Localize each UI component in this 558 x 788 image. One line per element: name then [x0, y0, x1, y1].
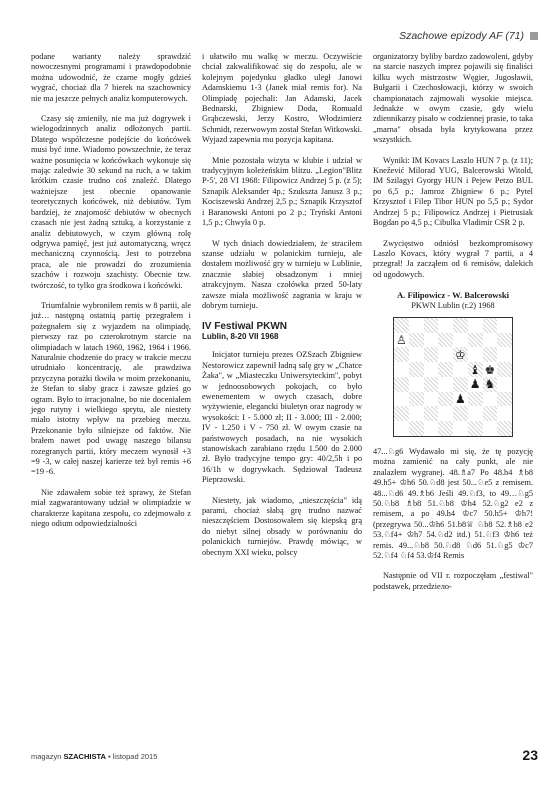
- paragraph: organizatorzy byliby bardzo zadowoleni, gdyby na starcie naszych imprez pojawili się finaliści kilku wych mistrzostw Węgier, Jugosławii, Bułgarii i Czechosłowacji, którzy w swoich championatach zajmowali wysokie miejsca. Jednakże w owym czasie, gdy wielu zdiennikarzy pisało w codziennej prasie, to taka „marna" obsada była krytykowana przez wszystkich.: [373, 52, 533, 145]
- board-square-d5: [438, 362, 453, 377]
- column-3: [373, 52, 533, 602]
- board-square-e5: [453, 362, 468, 377]
- board-square-h3: [497, 392, 512, 407]
- footer-issue: listopad 2015: [112, 752, 158, 761]
- board-square-g4: [483, 377, 498, 392]
- footer: [31, 749, 538, 765]
- paragraph: Wyniki: IM Kovacs Laszlo HUN 7 p. (z 11); Knežević Milorad YUG, Balcerowski Witold, IM Szilagyi Gyorgy HUN i Pejew Petzo BUL po 6,5 p.; Jamroz Zbigniew 6 p.; Pytel Krzysztof i Filep Tibor HUN po 5,5 p.; Sydor Andrzej 5 p.; Filipowicz Andrzej i Pietrusiak Bogdan po 4,5 p.; Cibulka Vladimir CSR 2 p.: [373, 155, 533, 228]
- board-square-f7: [468, 333, 483, 348]
- board-square-d4: [438, 377, 453, 392]
- game-title: A. Filipowicz - W. Balcerowski: [396, 290, 510, 301]
- section-subtitle: Lublin, 8-20 VII 1968: [202, 332, 279, 342]
- paragraph: podane warianty należy sprawdzić nowoczesnymi programami i prawdopodobnie można udowodnić, że czarne mogły gdzieś wygrać, chociaż dla 7 bierek na szachownicy nie ma jeszcze pełnych analiz komputerowych.: [31, 52, 191, 103]
- chess-piece-g4: ♞: [484, 377, 496, 392]
- board-square-a2: [394, 406, 409, 421]
- board-square-a8: [394, 318, 409, 333]
- board-square-a5: [394, 362, 409, 377]
- section-title: IV Festiwal PKWN: [202, 321, 288, 333]
- board-square-f6: [468, 347, 483, 362]
- board-square-a7: [394, 333, 409, 348]
- board-square-e7: [453, 333, 468, 348]
- board-square-a4: [394, 377, 409, 392]
- board-square-h6: [497, 347, 512, 362]
- board-square-b2: [409, 406, 424, 421]
- board-square-h4: [497, 377, 512, 392]
- board-square-g7: [483, 333, 498, 348]
- paragraph: Nie zdawałem sobie też sprawy, że Stefan miał zagwarantowany udział w olimpiadzie w charakterze kapitana zespołu, co zdejmowało z niego odium odpowiedzialności: [31, 487, 191, 529]
- board-square-b3: [409, 392, 424, 407]
- board-square-b8: [409, 318, 424, 333]
- footer-magazine-name: SZACHISTA: [63, 752, 106, 761]
- board-square-e3: [453, 392, 468, 407]
- board-square-c4: [424, 377, 439, 392]
- chess-piece-a7: ♙: [395, 333, 407, 348]
- board-square-c1: [424, 421, 439, 436]
- board-square-c6: [424, 347, 439, 362]
- paragraph: 47...♘g6 Wydawało mi się, że tę pozycję można zamienić na cały punkt, ale nie znalazłem wygranej. 48.♗a7 Po 48.h4 ♗b8 49.h5+ ♔h6 50.♘d8 jest 50...♘e5 z remisem. 48...♘d6 49.♗b6 Jeśli 49.♘f3, to 49…♘g5 50.♘b8 ♗b8 51.♘b8 ♔h4 52.♘g2 e2 z remisem, a po 49.h4 ♔c7 50.h5+ ♔h7! (przegrywa 50...♔h6 51.b8♕ ♘b8 52.♗b8 e2 53.♘f4+ ♔h7 54.♘d2 itd.) 51.♘f3 ♔h6 też remis. 49...♘b8 50.♘d8 ♘d6 51.♘g5 ♔c7 52.♘f4 ♘f4 53.♔f4 Remis: [373, 446, 533, 560]
- board-square-g1: [483, 421, 498, 436]
- board-square-f2: [468, 406, 483, 421]
- board-square-d2: [438, 406, 453, 421]
- board-square-c5: [424, 362, 439, 377]
- board-square-d6: [438, 347, 453, 362]
- board-square-h5: [497, 362, 512, 377]
- board-square-d3: [438, 392, 453, 407]
- paragraph: Inicjator turnieju prezes OZSzach Zbigniew Nestorowicz zapewnił ładną salę gry w „Chatce Żaka", w „Miasteczku Uniwersyteckim", pobyt w jednoosobowych pokojach, co było ewenementem w owych czasach, dobre wyżywienie, elegancki biuletyn oraz nagrody w wysokości: I - 5.000 zł; II - 3.000; III - 2.000; IV - 1.250 i V - 750 zł. W owym czasie na państwowych posadach, na nie wysokich stanowiskach zarabiano rzędu 1.500 do 2.000 zł. Było tradycyjne tempo gry: 40/2,5h i po 16/1h w dogrywkach. Sędziował Tadeusz Pieprzowski.: [202, 350, 362, 485]
- board-square-f1: [468, 421, 483, 436]
- board-square-b7: [409, 333, 424, 348]
- page-number: 23: [522, 747, 538, 763]
- board-square-g5: [483, 362, 498, 377]
- board-square-b4: [409, 377, 424, 392]
- header-title: Szachowe epizody AF (71): [399, 30, 524, 42]
- board-square-h1: [497, 421, 512, 436]
- chess-piece-f4: ♟: [469, 377, 481, 392]
- board-square-a6: [394, 347, 409, 362]
- paragraph: Zwycięstwo odniósł bezkompromisowy Laszlo Kovacs, który wygrał 7 partii, a 4 przegrał! Ja zacząłem od 6 remisów, dalekich od ugodowych.: [373, 238, 533, 279]
- board-square-d7: [438, 333, 453, 348]
- footer-separator: ▪: [108, 752, 111, 761]
- paragraph: W tych dniach dowiedziałem, że straciłem szanse udziału w polanickim turnieju, ale dostałem możliwość gry w turnieju w Lublinie, znacznie słabiej obsadzonym i mniej atrakcyjnym. Nasza czołówka przed 50-laty zawsze miała możliwość zagrania w kraju w dobrym turnieju.: [202, 238, 362, 310]
- board-square-a1: [394, 421, 409, 436]
- board-square-c8: [424, 318, 439, 333]
- paragraph: Triumfalnie wybroniłem remis w 8 partii, ale już… następną ostatnią partię przegrałem i pożegnałem się z wyjazdem na olimpiadę, pierwszy raz po czterokrotnym starcie na olimpiadach w latach 1960, 1962, 1964 i 1966. Naturalnie chodzenie do pracy w trakcie meczu utrudniało koncentrację, ale prawdziwa przyczyna porażki tkwiła w moim przekonaniu, że Stefan to słaby gracz i zawsze gdzieś go ogram. Było to irracjonalne, bo nie doceniałem jego rutyny i wielkiego sprytu, ale niestety miało istotny wpływ na przebieg meczu. Przekonanie było silniejsze od faktów. Nie brałem nawet pod uwagę naszego bilansu rozegranych partii, który meczem wynosił +3 =9 -3, w całej naszej karierze też był remis +6 =19 -6.: [31, 300, 191, 477]
- board-square-c3: [424, 392, 439, 407]
- board-square-e6: [453, 347, 468, 362]
- game-subtitle: PKWN Lublin (r.2) 1968: [411, 300, 495, 310]
- board-square-e4: [453, 377, 468, 392]
- board-square-c7: [424, 333, 439, 348]
- chess-piece-g5: ♚: [484, 362, 496, 377]
- board-square-f8: [468, 318, 483, 333]
- board-square-c2: [424, 406, 439, 421]
- header-square-icon: [530, 32, 538, 40]
- board-square-h2: [497, 406, 512, 421]
- paragraph: Następnie od VII r. rozpoczęłam „festiwal" podstawek, przedziело-: [373, 571, 533, 591]
- board-square-a3: [394, 392, 409, 407]
- board-square-f3: [468, 392, 483, 407]
- board-square-d8: [438, 318, 453, 333]
- running-header: [399, 30, 538, 42]
- board-square-b5: [409, 362, 424, 377]
- column-2: [202, 52, 362, 568]
- paragraph: Mnie pozostała wizyta w klubie i udział w tradycyjnym koleżeńskim blitzu. „Legion"Blitz P-5', 28 VI 1968: Filipowicz Andrzej 5 p. (z 5); Sznapik Aleksander 4p.; Szukszta Janusz 3 p.; Kociszewski Andrzej 2,5 p.; Sznapik Krzysztof i Baranowski Antoni po 2 p.; Tryński Antoni 1,5 p.; Chwyła 0 p.: [202, 155, 362, 228]
- board-square-f4: [468, 377, 483, 392]
- board-square-b6: [409, 347, 424, 362]
- chess-piece-e3: ♟: [454, 392, 466, 407]
- chess-piece-f5: ♝: [469, 362, 481, 377]
- board-square-h8: [497, 318, 512, 333]
- board-square-h7: [497, 333, 512, 348]
- board-square-e2: [453, 406, 468, 421]
- board-square-d1: [438, 421, 453, 436]
- board-square-e8: [453, 318, 468, 333]
- paragraph: i ułatwiło mu walkę w meczu. Oczywiście chciał zakwalifikować się do zespołu, ale w kolejnym pojedynku gładko uległ Janowi Adamskiemu 1-3 (Janek miał remis for). Na Olimpiadę pojechali: Jan Adamski, Jacek Bednarski, Zbigniew Doda, Romuald Grąbczewski, Jerzy Kostro, Włodzimierz Schmidt, rezerwowym został Stefan Witkowski. Wyjazd zapewnia mu pozycja kapitana.: [202, 52, 362, 145]
- paragraph: Czasy się zmieniły, nie ma już dogrywek i wielogodzinnych analiz odłożonych partii. Dlatego współczesne podejście do końcówek musi być inne. Wiadomo powszechnie, że teraz ważne posunięcia w końcówkach wykonuje się mając zaledwie 30 sekund na ruch, a w takim krótkim czasie trudno coś znaleźć. Dlatego ważniejsze jest obecnie opanowanie teoretycznych końcówek, niż debiutów. Tym bardziej, że znajomość debiutów w obecnych czasach nie jest żadną sztuką, a korzystanie z analiz debiutowych, w czym główną rolę odgrywa pamięć, jest już automatyczną, wręcz mechaniczną czynnością. Jest to potrzebna praca, ale nie prowadzi do zrozumienia szachów i rozwoju szachisty. Obecnie tzw. twórczość, to tylko gra środkowa i końcówki.: [31, 114, 191, 290]
- footer-magazine-label: magazyn: [31, 752, 62, 761]
- chess-piece-e6: ♔: [454, 347, 466, 362]
- board-square-g8: [483, 318, 498, 333]
- column-1: [31, 52, 191, 539]
- board-square-e1: [453, 421, 468, 436]
- paragraph: Niestety, jak wiadomo, „nieszczęścia" idą parami, chociaż słabą grę trudno nazwać nieszczęściem Dostosowałem się kiepską grą do niebyt silnej obsady w porównaniu do polanickich turniejów. Prawdę mówiąc, w obecnym XXI wieku, polscy: [202, 495, 362, 557]
- board-square-g3: [483, 392, 498, 407]
- board-square-g6: [483, 347, 498, 362]
- footer-magazine: [31, 752, 157, 761]
- board-square-f5: [468, 362, 483, 377]
- board-square-g2: [483, 406, 498, 421]
- board-square-b1: [409, 421, 424, 436]
- chess-diagram: [393, 317, 513, 437]
